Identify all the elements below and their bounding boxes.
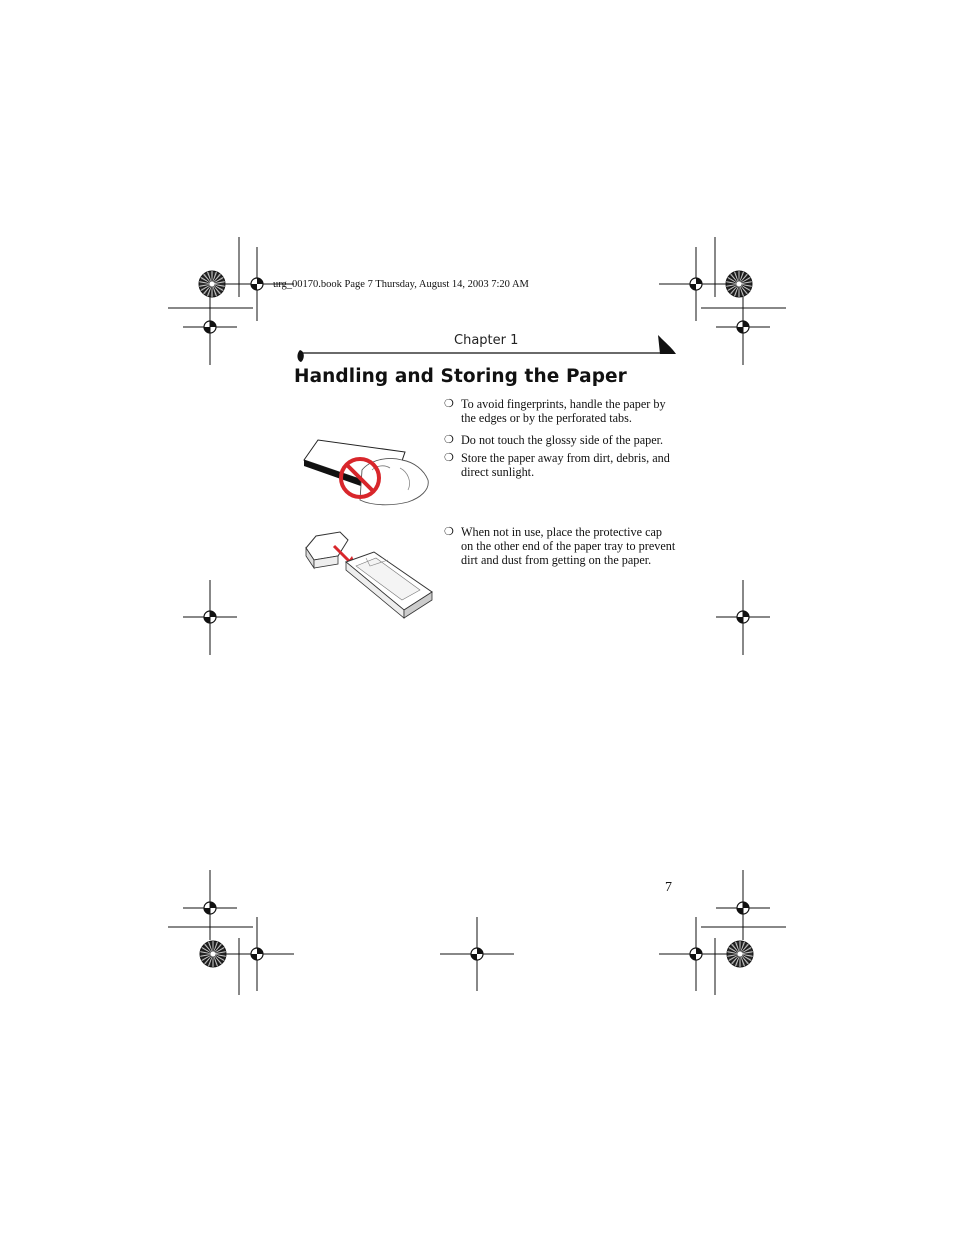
bullet-marker: ❍ (444, 452, 454, 464)
list-item-text: When not in use, place the protective cap on the other end of the paper tray to prevent dirt and dust from getting on the paper. (461, 525, 676, 567)
chapter-label: Chapter 1 (454, 333, 519, 348)
list-item-text: Do not touch the glossy side of the paper. (461, 433, 664, 447)
file-slug: urg_00170.book Page 7 Thursday, August 14, 2003 7:20 AM (273, 279, 529, 290)
page-number: 7 (665, 880, 672, 895)
list-item-text: To avoid fingerprints, handle the paper by the edges or by the perforated tabs. (461, 397, 666, 425)
bullet-marker: ❍ (444, 526, 454, 538)
bullet-marker: ❍ (444, 398, 454, 410)
bullet-marker: ❍ (444, 434, 454, 446)
list-item-text: Store the paper away from dirt, debris, and direct sunlight. (461, 451, 670, 479)
section-title: Handling and Storing the Paper (294, 366, 627, 387)
